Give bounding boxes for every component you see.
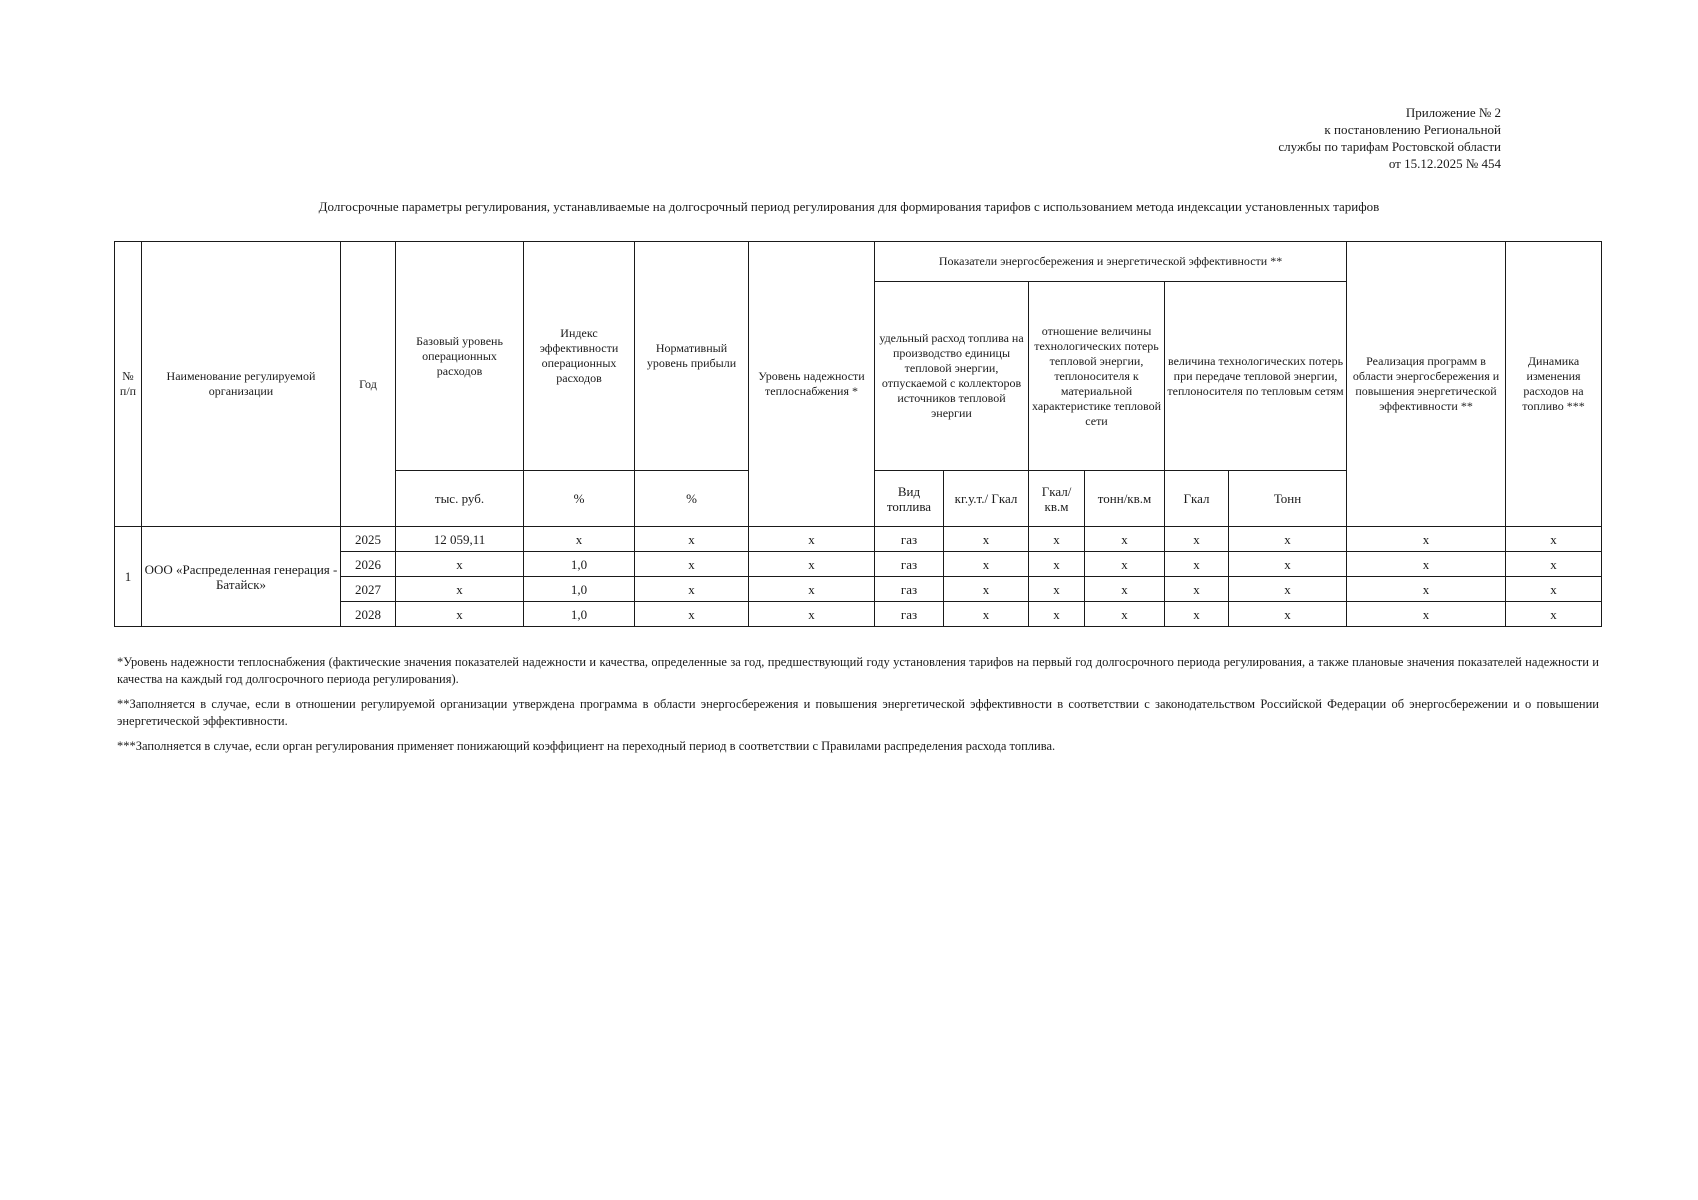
header-fuel-dynamics: Динамика изменения расходов на топливо *** bbox=[1506, 242, 1602, 527]
cell-programs: х bbox=[1347, 577, 1506, 602]
header-year: Год bbox=[341, 242, 396, 527]
cell-fuel-type: газ bbox=[875, 527, 944, 552]
cell-year: 2026 bbox=[341, 552, 396, 577]
cell-loss-gcal-m: х bbox=[1029, 552, 1085, 577]
header-base: Базовый уровень операционных расходов bbox=[396, 242, 524, 471]
header-line: Приложение № 2 bbox=[1405, 105, 1501, 120]
table-row bbox=[115, 527, 1602, 552]
cell-year: 2028 bbox=[341, 602, 396, 627]
unit-loss-gcal-m: Гкал/ кв.м bbox=[1029, 471, 1085, 527]
cell-reliability: х bbox=[749, 527, 875, 552]
footnotes bbox=[117, 654, 1599, 763]
cell-base: х bbox=[396, 577, 524, 602]
cell-index: 1,0 bbox=[524, 577, 635, 602]
cell-year: 2027 bbox=[341, 577, 396, 602]
row-num: 1 bbox=[115, 527, 142, 627]
cell-dynamics: х bbox=[1506, 577, 1602, 602]
cell-index: х bbox=[524, 527, 635, 552]
cell-fuel-type: газ bbox=[875, 602, 944, 627]
cell-loss-gcal: х bbox=[1165, 577, 1229, 602]
cell-fuel-rate: х bbox=[944, 552, 1029, 577]
cell-loss-t-m: х bbox=[1085, 552, 1165, 577]
cell-reliability: х bbox=[749, 577, 875, 602]
cell-index: 1,0 bbox=[524, 552, 635, 577]
footnote: *Уровень надежности теплоснабжения (фактические значения показателей надежности и качества, определенные за год, предшествующий году установления тарифов на первый год долгосрочного периода регулирования, а также плановые значения показателей надежности и качества на каждый год долгосрочного периода регулирования). bbox=[117, 655, 1599, 686]
header-line: к постановлению Региональной bbox=[1324, 122, 1501, 137]
cell-dynamics: х bbox=[1506, 602, 1602, 627]
org-name: ООО «Распределенная генерация - Батайск» bbox=[142, 527, 341, 627]
cell-fuel-rate: х bbox=[944, 527, 1029, 552]
cell-loss-t: х bbox=[1229, 527, 1347, 552]
cell-programs: х bbox=[1347, 602, 1506, 627]
cell-programs: х bbox=[1347, 552, 1506, 577]
unit-base: тыс. руб. bbox=[396, 471, 524, 527]
header-org: Наименование регулируемой организации bbox=[142, 242, 341, 527]
header-energy-group: Показатели энергосбережения и энергетической эффективности ** bbox=[875, 242, 1347, 282]
header-line: службы по тарифам Ростовской области bbox=[1278, 139, 1501, 154]
unit-fuel-type: Вид топлива bbox=[875, 471, 944, 527]
cell-loss-t: х bbox=[1229, 602, 1347, 627]
unit-loss-t: Тонн bbox=[1229, 471, 1347, 527]
cell-base: х bbox=[396, 602, 524, 627]
cell-loss-t: х bbox=[1229, 577, 1347, 602]
cell-dynamics: х bbox=[1506, 527, 1602, 552]
cell-loss-t: х bbox=[1229, 552, 1347, 577]
cell-loss-gcal: х bbox=[1165, 602, 1229, 627]
header-programs: Реализация программ в области энергосбережения и повышения энергетической эффективности ** bbox=[1347, 242, 1506, 527]
unit-loss-t-m: тонн/кв.м bbox=[1085, 471, 1165, 527]
cell-reliability: х bbox=[749, 552, 875, 577]
cell-dynamics: х bbox=[1506, 552, 1602, 577]
header-profit: Нормативный уровень прибыли bbox=[635, 242, 749, 471]
cell-fuel-rate: х bbox=[944, 577, 1029, 602]
document-title: Долгосрочные параметры регулирования, устанавливаемые на долгосрочный период регулирования для формирования тарифов с использованием метода индексации установленных тарифов bbox=[318, 199, 1380, 214]
footnote: **Заполняется в случае, если в отношении регулируемой организации утверждена программа в области энергосбережения и повышения энергетической эффективности в соответствии с законодательством Российской Федерации об энергосбережении и о повышении энергетической эффективности. bbox=[117, 697, 1599, 728]
cell-programs: х bbox=[1347, 527, 1506, 552]
cell-loss-gcal: х bbox=[1165, 552, 1229, 577]
cell-loss-t-m: х bbox=[1085, 527, 1165, 552]
cell-loss-gcal-m: х bbox=[1029, 577, 1085, 602]
cell-profit: х bbox=[635, 577, 749, 602]
header-index: Индекс эффективности операционных расходов bbox=[524, 242, 635, 471]
cell-year: 2025 bbox=[341, 527, 396, 552]
cell-loss-gcal: х bbox=[1165, 527, 1229, 552]
cell-profit: х bbox=[635, 527, 749, 552]
cell-loss-gcal-m: х bbox=[1029, 527, 1085, 552]
unit-index: % bbox=[524, 471, 635, 527]
header-loss-ratio: отношение величины технологических потерь тепловой энергии, теплоносителя к материальной характеристике тепловой сети bbox=[1029, 282, 1165, 471]
cell-index: 1,0 bbox=[524, 602, 635, 627]
cell-base: 12 059,11 bbox=[396, 527, 524, 552]
cell-profit: х bbox=[635, 552, 749, 577]
parameters-table bbox=[114, 241, 1602, 627]
document-header bbox=[1278, 104, 1501, 172]
cell-profit: х bbox=[635, 602, 749, 627]
header-line: от 15.12.2025 № 454 bbox=[1388, 156, 1501, 171]
header-fuel-rate: удельный расход топлива на производство единицы тепловой энергии, отпускаемой с коллекторов источников тепловой энергии bbox=[875, 282, 1029, 471]
header-reliability: Уровень надежности теплоснабжения * bbox=[749, 242, 875, 527]
cell-fuel-type: газ bbox=[875, 552, 944, 577]
unit-profit: % bbox=[635, 471, 749, 527]
unit-fuel-rate: кг.у.т./ Гкал bbox=[944, 471, 1029, 527]
footnote: ***Заполняется в случае, если орган регулирования применяет понижающий коэффициент на переходный период в соответствии с Правилами распределения расхода топлива. bbox=[117, 739, 1056, 753]
unit-loss-gcal: Гкал bbox=[1165, 471, 1229, 527]
cell-loss-t-m: х bbox=[1085, 602, 1165, 627]
cell-reliability: х bbox=[749, 602, 875, 627]
cell-fuel-type: газ bbox=[875, 577, 944, 602]
cell-loss-gcal-m: х bbox=[1029, 602, 1085, 627]
cell-base: х bbox=[396, 552, 524, 577]
cell-loss-t-m: х bbox=[1085, 577, 1165, 602]
header-loss-value: величина технологических потерь при передаче тепловой энергии, теплоносителя по тепловым сетям bbox=[1165, 282, 1347, 471]
header-num: № п/п bbox=[115, 242, 142, 527]
cell-fuel-rate: х bbox=[944, 602, 1029, 627]
